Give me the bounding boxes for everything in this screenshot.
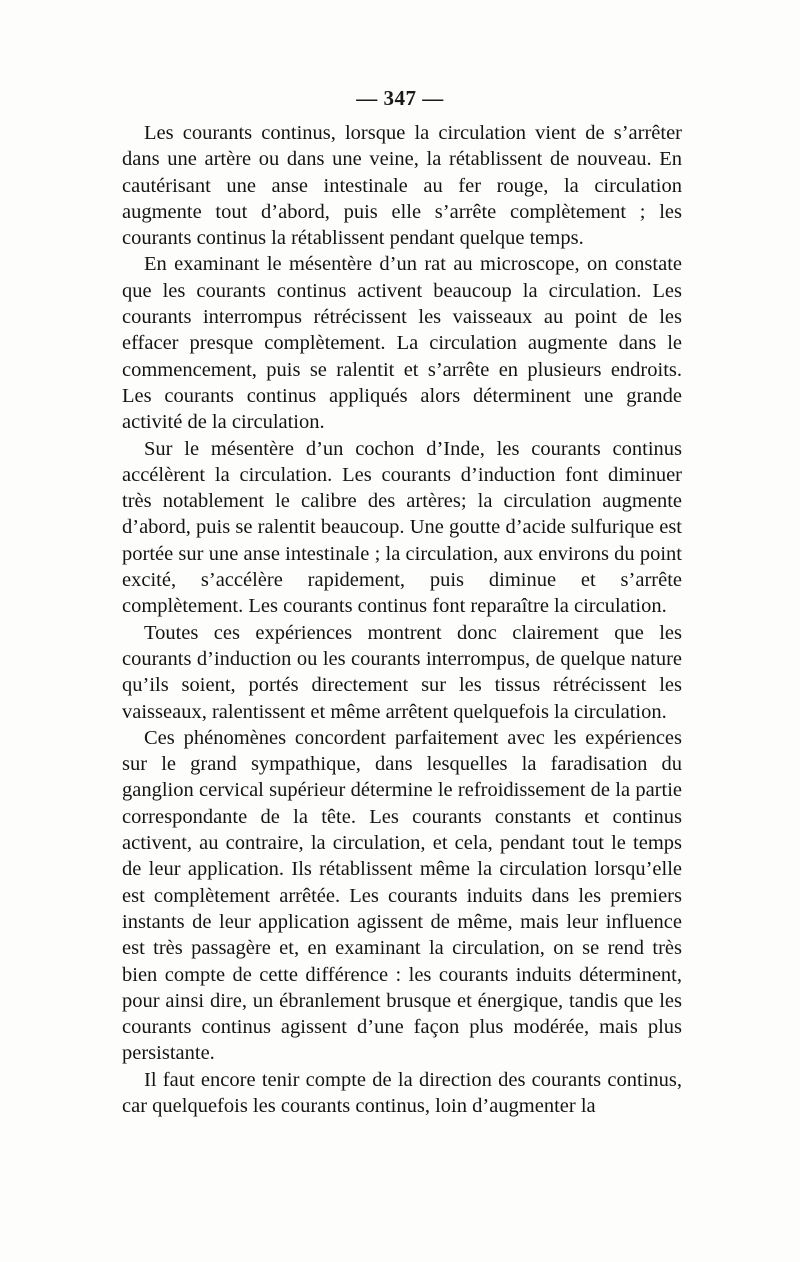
paragraph: Sur le mésentère d’un cochon d’Inde, les courants continus accélèrent la circulation. Les courants d’induction font diminuer très notablement le calibre des artères; la circulation augmente d’abord, puis se ralentit beaucoup. Une goutte d’acide sulfurique est portée sur une anse intestinale ; la circulation, aux environs du point excité, s’accélère rapidement, puis diminue et s’arrête complètement. Les courants continus font reparaître la circulation. <box>122 437 682 618</box>
page-number: — 347 — <box>356 86 444 110</box>
paragraph: Toutes ces expériences montrent donc clairement que les courants d’induction ou les courants interrompus, de quelque nature qu’ils soient, portés directement sur les tissus rétrécissent les vaisseaux, ralentissent et même arrêtent quelquefois la circulation. <box>122 621 682 723</box>
paragraph: En examinant le mésentère d’un rat au microscope, on constate que les courants continus activent beaucoup la circulation. Les courants interrompus rétrécissent les vaisseaux au point de les effacer presque complètement. La circulation augmente dans le commencement, puis se ralentit et s’arrête en plusieurs endroits. Les courants continus appliqués alors déterminent une grande activité de la circulation. <box>122 253 682 434</box>
paragraph: Les courants continus, lorsque la circulation vient de s’arrêter dans une artère ou dans une veine, la rétablissent de nouveau. En cautérisant une anse intestinale au fer rouge, la circulation augmente tout d’abord, puis elle s’arrête complètement ; les courants continus la rétablissent pendant quelque temps. <box>122 122 682 250</box>
paragraph: Ces phénomènes concordent parfaitement avec les expériences sur le grand sympathique, dans lesquelles la faradisation du ganglion cervical supérieur détermine le refroidissement de la partie correspondante de la tête. Les courants constants et continus activent, au contraire, la circulation, et cela, pendant tout le temps de leur application. Ils rétablissent même la circulation lorsqu’elle est complètement arrêtée. Les courants induits dans les premiers instants de leur application agissent de même, mais leur influence est très passagère et, en examinant la circulation, on se rend très bien compte de cette différence : les courants induits déterminent, pour ainsi dire, un ébranlement brusque et énergique, tandis que les courants continus agissent d’une façon plus modérée, mais plus persistante. <box>122 726 682 1065</box>
paragraph: Il faut encore tenir compte de la direction des courants continus, car quelquefois les courants continus, loin d’augmenter la <box>122 1068 682 1117</box>
body-text <box>122 120 682 1119</box>
